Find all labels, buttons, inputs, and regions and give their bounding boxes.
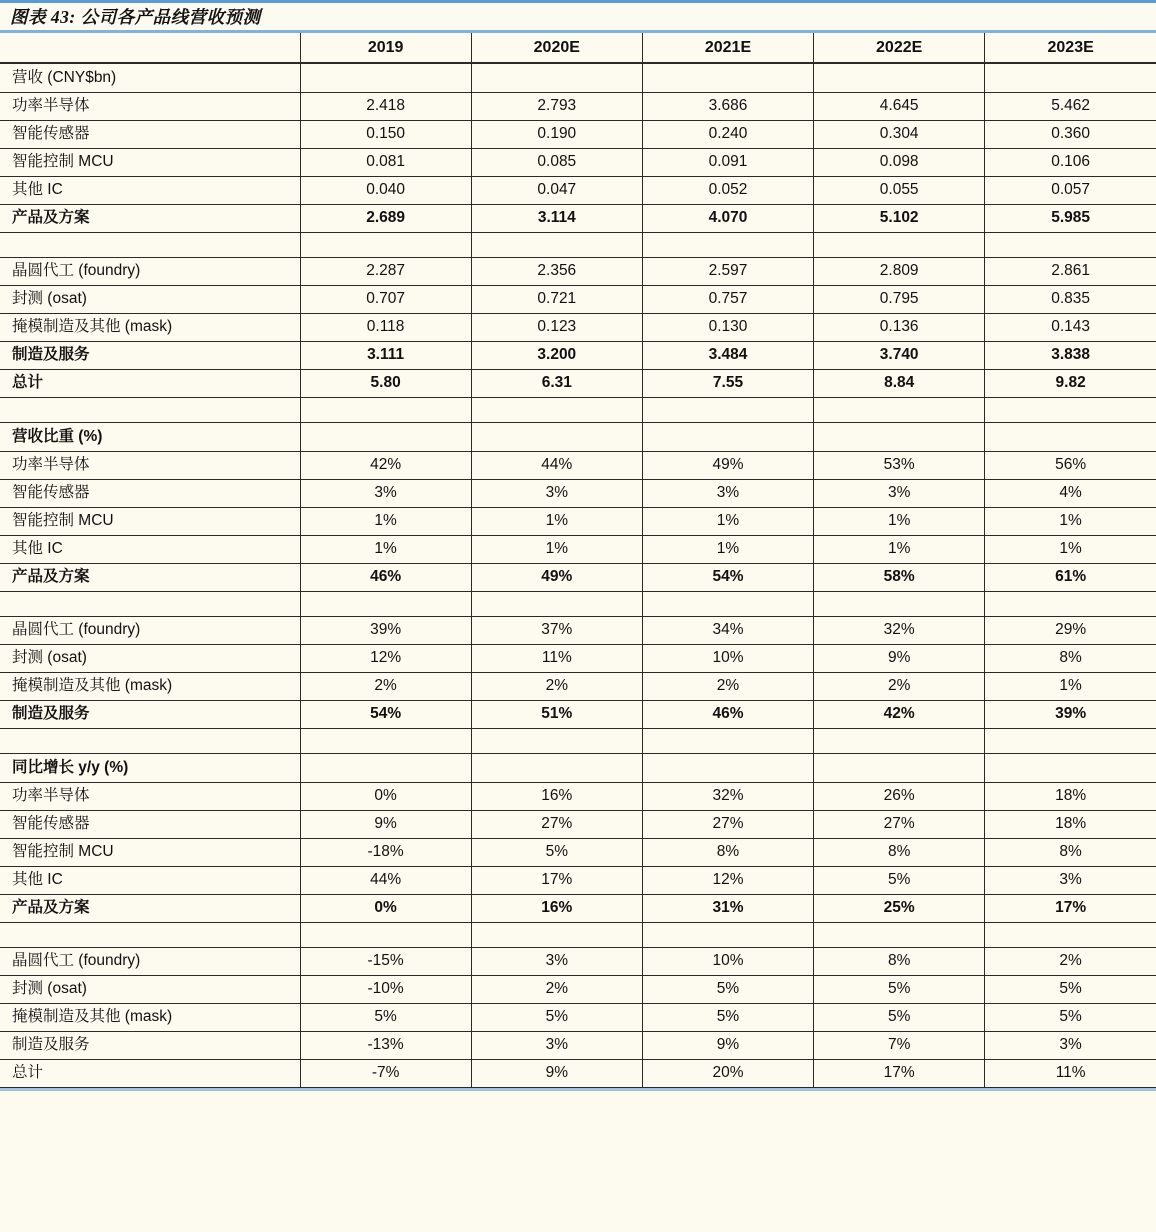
data-cell: 8%: [814, 947, 985, 975]
spacer-cell: [471, 922, 642, 947]
section-heading-row: [0, 753, 1156, 782]
row-label: 封测 (osat): [0, 644, 300, 672]
table-row: [0, 92, 1156, 120]
data-cell: 5%: [471, 838, 642, 866]
spacer-cell: [300, 591, 471, 616]
data-cell: 8%: [985, 838, 1156, 866]
data-cell: 16%: [471, 782, 642, 810]
data-cell: 0.136: [814, 313, 985, 341]
section-heading-label: 营收 (CNY$bn): [0, 63, 300, 92]
data-cell: 3.114: [471, 204, 642, 232]
table-row: [0, 148, 1156, 176]
row-label: 其他 IC: [0, 866, 300, 894]
spacer-cell: [985, 397, 1156, 422]
row-label: 智能控制 MCU: [0, 507, 300, 535]
section-heading-label: 同比增长 y/y (%): [0, 753, 300, 782]
spacer-cell: [814, 728, 985, 753]
row-label: 产品及方案: [0, 894, 300, 922]
row-label: 功率半导体: [0, 782, 300, 810]
data-cell: 54%: [642, 563, 813, 591]
data-cell: 3%: [471, 947, 642, 975]
section-heading-empty-cell: [642, 422, 813, 451]
header-cell-2023e: 2023E: [985, 33, 1156, 63]
data-cell: 0.130: [642, 313, 813, 341]
data-cell: 10%: [642, 947, 813, 975]
data-cell: 9%: [642, 1031, 813, 1059]
table-row: [0, 975, 1156, 1003]
data-cell: 9%: [471, 1059, 642, 1087]
table-row: [0, 1031, 1156, 1059]
spacer-label-cell: [0, 922, 300, 947]
spacer-cell: [471, 728, 642, 753]
bottom-rule: [0, 1088, 1156, 1091]
data-cell: 5%: [814, 1003, 985, 1031]
section-heading-empty-cell: [642, 753, 813, 782]
data-cell: 3%: [471, 1031, 642, 1059]
data-cell: 39%: [985, 700, 1156, 728]
data-cell: 58%: [814, 563, 985, 591]
spacer-cell: [814, 591, 985, 616]
data-cell: 2%: [814, 672, 985, 700]
data-cell: 42%: [300, 451, 471, 479]
data-cell: 1%: [300, 535, 471, 563]
section-heading-empty-cell: [300, 63, 471, 92]
data-cell: 3%: [642, 479, 813, 507]
section-heading-empty-cell: [642, 63, 813, 92]
row-label: 掩模制造及其他 (mask): [0, 672, 300, 700]
row-label: 智能传感器: [0, 120, 300, 148]
section-heading-empty-cell: [814, 422, 985, 451]
row-label: 掩模制造及其他 (mask): [0, 1003, 300, 1031]
data-cell: 27%: [814, 810, 985, 838]
row-label: 晶圆代工 (foundry): [0, 257, 300, 285]
data-cell: 3%: [300, 479, 471, 507]
data-cell: 16%: [471, 894, 642, 922]
data-cell: 1%: [985, 507, 1156, 535]
data-cell: 2.356: [471, 257, 642, 285]
row-label: 智能传感器: [0, 810, 300, 838]
data-cell: 3.200: [471, 341, 642, 369]
spacer-cell: [642, 232, 813, 257]
spacer-cell: [985, 232, 1156, 257]
spacer-cell: [985, 591, 1156, 616]
table-row: [0, 313, 1156, 341]
table-row: [0, 120, 1156, 148]
spacer-cell: [985, 728, 1156, 753]
row-label: 智能控制 MCU: [0, 148, 300, 176]
data-cell: 0.150: [300, 120, 471, 148]
data-cell: 2.287: [300, 257, 471, 285]
data-cell: 2%: [471, 672, 642, 700]
data-cell: 18%: [985, 782, 1156, 810]
revenue-forecast-table: [0, 33, 1156, 1088]
table-row: [0, 204, 1156, 232]
data-cell: 0.040: [300, 176, 471, 204]
spacer-cell: [300, 728, 471, 753]
data-cell: 3.111: [300, 341, 471, 369]
data-cell: 10%: [642, 644, 813, 672]
data-cell: -15%: [300, 947, 471, 975]
data-cell: 1%: [471, 535, 642, 563]
data-cell: 0.091: [642, 148, 813, 176]
section-heading-empty-cell: [985, 422, 1156, 451]
spacer-label-cell: [0, 232, 300, 257]
data-cell: 0%: [300, 782, 471, 810]
data-cell: 5%: [985, 1003, 1156, 1031]
data-cell: 49%: [471, 563, 642, 591]
data-cell: -10%: [300, 975, 471, 1003]
row-label: 封测 (osat): [0, 975, 300, 1003]
data-cell: 0.143: [985, 313, 1156, 341]
exhibit-title-bar: [0, 3, 1156, 30]
data-cell: 0.360: [985, 120, 1156, 148]
data-cell: 0.052: [642, 176, 813, 204]
data-cell: 46%: [642, 700, 813, 728]
table-row: [0, 507, 1156, 535]
data-cell: 2.793: [471, 92, 642, 120]
data-cell: 1%: [985, 535, 1156, 563]
spacer-cell: [471, 232, 642, 257]
data-cell: 8%: [985, 644, 1156, 672]
data-cell: 8%: [814, 838, 985, 866]
section-heading-empty-cell: [471, 63, 642, 92]
table-body: [0, 63, 1156, 1087]
data-cell: 0.240: [642, 120, 813, 148]
table-row: [0, 700, 1156, 728]
table-row: [0, 285, 1156, 313]
section-heading-row: [0, 63, 1156, 92]
data-cell: 0.055: [814, 176, 985, 204]
data-cell: 5%: [985, 975, 1156, 1003]
table-row: [0, 810, 1156, 838]
data-cell: 0.123: [471, 313, 642, 341]
spacer-cell: [471, 591, 642, 616]
table-row: [0, 341, 1156, 369]
row-label: 制造及服务: [0, 700, 300, 728]
table-spacer-row: [0, 922, 1156, 947]
data-cell: 9%: [814, 644, 985, 672]
spacer-label-cell: [0, 397, 300, 422]
row-label: 功率半导体: [0, 451, 300, 479]
data-cell: 1%: [985, 672, 1156, 700]
data-cell: 44%: [300, 866, 471, 894]
table-spacer-row: [0, 728, 1156, 753]
data-cell: 4%: [985, 479, 1156, 507]
header-cell-2022e: 2022E: [814, 33, 985, 63]
header-cell-2020e: 2020E: [471, 33, 642, 63]
data-cell: 7%: [814, 1031, 985, 1059]
section-heading-empty-cell: [985, 753, 1156, 782]
data-cell: 5.102: [814, 204, 985, 232]
section-heading-empty-cell: [814, 63, 985, 92]
table-row: [0, 616, 1156, 644]
data-cell: 5.80: [300, 369, 471, 397]
data-cell: 9.82: [985, 369, 1156, 397]
row-label: 其他 IC: [0, 535, 300, 563]
data-cell: 5%: [814, 975, 985, 1003]
data-cell: 32%: [814, 616, 985, 644]
table-spacer-row: [0, 232, 1156, 257]
data-cell: 2.597: [642, 257, 813, 285]
table-row: [0, 672, 1156, 700]
row-label: 产品及方案: [0, 204, 300, 232]
data-cell: 5%: [300, 1003, 471, 1031]
data-cell: 12%: [300, 644, 471, 672]
section-heading-empty-cell: [471, 422, 642, 451]
table-row: [0, 894, 1156, 922]
spacer-cell: [814, 922, 985, 947]
data-cell: 32%: [642, 782, 813, 810]
data-cell: 2.809: [814, 257, 985, 285]
data-cell: 0.304: [814, 120, 985, 148]
data-cell: 11%: [471, 644, 642, 672]
data-cell: 0.057: [985, 176, 1156, 204]
spacer-cell: [642, 922, 813, 947]
data-cell: 5%: [471, 1003, 642, 1031]
data-cell: 5%: [642, 1003, 813, 1031]
data-cell: 20%: [642, 1059, 813, 1087]
section-heading-empty-cell: [300, 753, 471, 782]
data-cell: 0.098: [814, 148, 985, 176]
spacer-cell: [985, 922, 1156, 947]
data-cell: 4.645: [814, 92, 985, 120]
data-cell: 2%: [642, 672, 813, 700]
section-heading-label: 营收比重 (%): [0, 422, 300, 451]
row-label: 产品及方案: [0, 563, 300, 591]
table-row: [0, 644, 1156, 672]
section-heading-empty-cell: [814, 753, 985, 782]
data-cell: 17%: [471, 866, 642, 894]
data-cell: 25%: [814, 894, 985, 922]
data-cell: -18%: [300, 838, 471, 866]
spacer-cell: [642, 591, 813, 616]
data-cell: 56%: [985, 451, 1156, 479]
table-spacer-row: [0, 397, 1156, 422]
data-cell: 1%: [642, 535, 813, 563]
section-heading-empty-cell: [471, 753, 642, 782]
spacer-cell: [814, 397, 985, 422]
data-cell: 2%: [471, 975, 642, 1003]
data-cell: 37%: [471, 616, 642, 644]
data-cell: 0.707: [300, 285, 471, 313]
row-label: 掩模制造及其他 (mask): [0, 313, 300, 341]
data-cell: 3.740: [814, 341, 985, 369]
data-cell: 17%: [814, 1059, 985, 1087]
data-cell: 9%: [300, 810, 471, 838]
data-cell: 53%: [814, 451, 985, 479]
header-cell-corner: [0, 33, 300, 63]
data-cell: 8%: [642, 838, 813, 866]
data-cell: 0.047: [471, 176, 642, 204]
header-cell-2019: 2019: [300, 33, 471, 63]
data-cell: 6.31: [471, 369, 642, 397]
data-cell: -7%: [300, 1059, 471, 1087]
table-row: [0, 1059, 1156, 1087]
spacer-cell: [300, 232, 471, 257]
data-cell: 46%: [300, 563, 471, 591]
row-label: 总计: [0, 369, 300, 397]
data-cell: 3.838: [985, 341, 1156, 369]
data-cell: 5.985: [985, 204, 1156, 232]
table-header-row: [0, 33, 1156, 63]
data-cell: 42%: [814, 700, 985, 728]
table-row: [0, 1003, 1156, 1031]
data-cell: 26%: [814, 782, 985, 810]
data-cell: 2.418: [300, 92, 471, 120]
table-row: [0, 176, 1156, 204]
data-cell: 54%: [300, 700, 471, 728]
table-spacer-row: [0, 591, 1156, 616]
header-cell-2021e: 2021E: [642, 33, 813, 63]
row-label: 其他 IC: [0, 176, 300, 204]
data-cell: 3.686: [642, 92, 813, 120]
row-label: 晶圆代工 (foundry): [0, 947, 300, 975]
table-row: [0, 369, 1156, 397]
data-cell: 0.118: [300, 313, 471, 341]
section-heading-empty-cell: [985, 63, 1156, 92]
data-cell: 0.106: [985, 148, 1156, 176]
table-header: [0, 33, 1156, 63]
data-cell: 0.081: [300, 148, 471, 176]
data-cell: 3%: [985, 1031, 1156, 1059]
spacer-cell: [814, 232, 985, 257]
spacer-cell: [300, 922, 471, 947]
row-label: 晶圆代工 (foundry): [0, 616, 300, 644]
table-row: [0, 947, 1156, 975]
section-heading-row: [0, 422, 1156, 451]
data-cell: 5.462: [985, 92, 1156, 120]
data-cell: 27%: [642, 810, 813, 838]
data-cell: 1%: [471, 507, 642, 535]
data-cell: 2.689: [300, 204, 471, 232]
spacer-cell: [642, 397, 813, 422]
data-cell: 31%: [642, 894, 813, 922]
row-label: 总计: [0, 1059, 300, 1087]
data-cell: 18%: [985, 810, 1156, 838]
table-row: [0, 782, 1156, 810]
data-cell: 0.190: [471, 120, 642, 148]
data-cell: 8.84: [814, 369, 985, 397]
table-row: [0, 451, 1156, 479]
data-cell: 61%: [985, 563, 1156, 591]
data-cell: 0.835: [985, 285, 1156, 313]
data-cell: 2%: [300, 672, 471, 700]
data-cell: 0.795: [814, 285, 985, 313]
spacer-cell: [471, 397, 642, 422]
row-label: 智能传感器: [0, 479, 300, 507]
row-label: 封测 (osat): [0, 285, 300, 313]
data-cell: 11%: [985, 1059, 1156, 1087]
data-cell: 17%: [985, 894, 1156, 922]
spacer-label-cell: [0, 728, 300, 753]
data-cell: 7.55: [642, 369, 813, 397]
data-cell: 34%: [642, 616, 813, 644]
data-cell: 1%: [814, 507, 985, 535]
table-row: [0, 838, 1156, 866]
data-cell: 12%: [642, 866, 813, 894]
data-cell: 0%: [300, 894, 471, 922]
data-cell: 51%: [471, 700, 642, 728]
data-cell: 49%: [642, 451, 813, 479]
data-cell: 29%: [985, 616, 1156, 644]
spacer-cell: [642, 728, 813, 753]
table-row: [0, 535, 1156, 563]
row-label: 智能控制 MCU: [0, 838, 300, 866]
table-row: [0, 257, 1156, 285]
section-heading-empty-cell: [300, 422, 471, 451]
data-cell: 2%: [985, 947, 1156, 975]
data-cell: 27%: [471, 810, 642, 838]
data-cell: 39%: [300, 616, 471, 644]
data-cell: 0.085: [471, 148, 642, 176]
data-cell: 1%: [642, 507, 813, 535]
data-cell: 4.070: [642, 204, 813, 232]
row-label: 制造及服务: [0, 341, 300, 369]
row-label: 功率半导体: [0, 92, 300, 120]
data-cell: 5%: [642, 975, 813, 1003]
data-cell: 3%: [471, 479, 642, 507]
table-row: [0, 479, 1156, 507]
data-cell: 3%: [814, 479, 985, 507]
data-cell: 1%: [814, 535, 985, 563]
spacer-cell: [300, 397, 471, 422]
data-cell: 0.721: [471, 285, 642, 313]
page-title: 图表 43: 公司各产品线营收预测: [10, 7, 261, 27]
table-row: [0, 563, 1156, 591]
data-cell: 3.484: [642, 341, 813, 369]
data-cell: 5%: [814, 866, 985, 894]
data-cell: 0.757: [642, 285, 813, 313]
data-cell: -13%: [300, 1031, 471, 1059]
data-cell: 44%: [471, 451, 642, 479]
data-cell: 1%: [300, 507, 471, 535]
row-label: 制造及服务: [0, 1031, 300, 1059]
data-cell: 2.861: [985, 257, 1156, 285]
table-row: [0, 866, 1156, 894]
data-cell: 3%: [985, 866, 1156, 894]
spacer-label-cell: [0, 591, 300, 616]
